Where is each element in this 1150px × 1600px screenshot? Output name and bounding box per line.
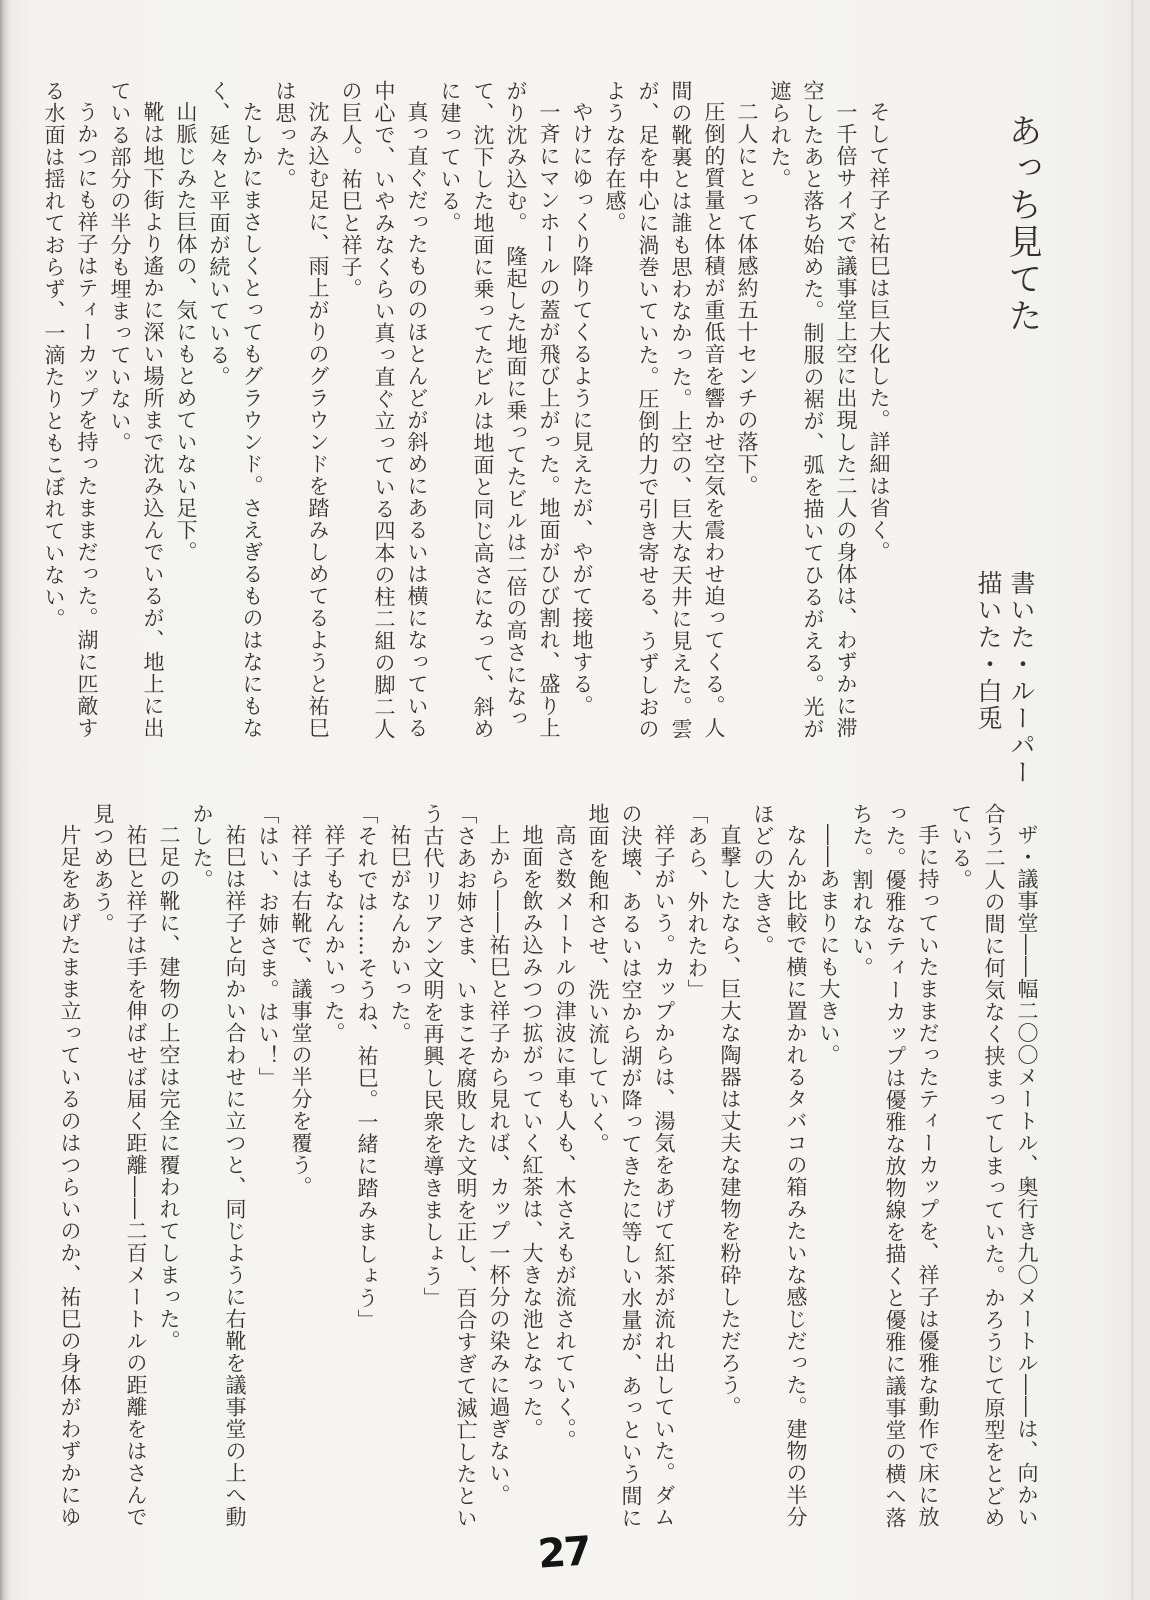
artist-credit: 描いた・白兎 [974, 570, 1003, 732]
paragraph: 祐巳がなんかいった。 [388, 824, 412, 1044]
paragraph: 直撃したなら、巨大な陶器は丈夫な建物を粉砕しただろう。 [718, 824, 742, 1418]
paragraph: 一千倍サイズで議事堂上空に出現した二人の身体は、わずかに滞空したあと落ち始めた。制服の裾が、弧を描いてひるがえる。光が遮られた。 [768, 80, 858, 740]
dialogue-paragraph: 「あら、外れたわ」 [685, 803, 709, 1001]
page-number: 27 [536, 1528, 592, 1578]
paragraph: 祐巳と祥子は手を伸ばせば届く距離――二百メートルの距離をはさんで見つめあう。 [91, 803, 148, 1528]
paragraph: 山脈じみた巨体の、気にもとめていない足下。 [174, 101, 198, 563]
paragraph: 圧倒的質量と体積が重低音を響かせ空気を震わせ迫ってくる。人間の靴裏とは誰も思わなかった。上空の、巨大な天井に見えた。雲が、足を中心に渦巻いていた。圧倒的力で引き寄せる、うずしおのような存在感。 [603, 80, 726, 740]
paragraph: 上から――祐巳と祥子から見れば、カップ一杯分の染みに過ぎない。 [487, 824, 511, 1506]
paragraph: 祥子は右靴で、議事堂の半分を覆う。 [289, 824, 313, 1198]
dialogue-paragraph: 「それでは……そうね、祐巳。一緒に踏みましょう」 [355, 803, 379, 1331]
paragraph: ――あまりにも大きい。 [817, 824, 841, 1066]
dialogue-paragraph: 「はい、お姉さま。はい！」 [256, 803, 280, 1089]
credits-block [972, 570, 1038, 786]
scan-edge-right [1131, 0, 1134, 1600]
story-text-top [42, 80, 895, 748]
paragraph: 沈み込む足に、雨上がりのグラウンドを踏みしめてるようと祐巳は思った。 [273, 80, 330, 739]
paragraph: 高さ数メートルの津波に車も人も、木さえもが流されていく。。 [553, 824, 577, 1452]
writer-credit: 書いた・ルーパー [1007, 570, 1036, 786]
paragraph: 二人にとって体感約五十センチの落下。 [735, 101, 759, 497]
paragraph: 祐巳は祥子と向かい合わせに立つと、同じように右靴を議事堂の上へ動かした。 [190, 803, 247, 1528]
paragraph: 祥子もなんかいった。 [322, 824, 346, 1044]
dialogue-paragraph: 「さあお姉さま、いまこそ腐敗した文明を正し、百合すぎて滅亡したという古代リリアン文明を再興し民衆を導きましょう」 [421, 803, 478, 1529]
page-title: あっち見てた [1002, 113, 1042, 335]
story-text-bottom [55, 803, 1043, 1547]
paragraph: 祥子がいう。カップからは、湯気をあげて紅茶が流れ出していた。ダムの決壊、あるいは空から湖が降ってきたに等しい水量が、あっという間に地面を飽和させ、洗い流していく。 [586, 803, 676, 1529]
paragraph: うかつにも祥子はティーカップを持ったままだった。湖に匹敵する水面は揺れておらず、一滴たりともこぼれていない。 [42, 80, 99, 739]
paragraph: 真っ直ぐだったもののほとんどが斜めにあるいは横になっている中心で、いやみなくらい真っ直ぐ立っている四本の柱二組の脚二人の巨人。祐巳と祥子。 [339, 80, 429, 740]
paragraph: 地面を飲み込みつつ拡がっていく紅茶は、大きな池となった。 [520, 824, 544, 1440]
paragraph: 二足の靴に、建物の上空は完全に覆われてしまった。 [157, 824, 181, 1352]
paragraph: 靴は地下街より遙かに深い場所まで沈み込んでいるが、地上に出ている部分の半分も埋まっていない。 [108, 80, 165, 739]
paragraph: やけにゆっくり降りてくるように見えたが、やがて接地する。 [570, 101, 594, 717]
paragraph: 手に持っていたままだったティーカップを、祥子は優雅な動作で床に放った。優雅なティーカップは優雅な放物線を描くと優雅に議事堂の横へ落ちた。割れない。 [850, 803, 940, 1529]
paragraph: ザ・議事堂――幅二〇〇メートル、奥行き九〇メートル――は、向かい合う二人の間に何気なく挟まってしまっていた。かろうじて原型をとどめている。 [949, 803, 1039, 1529]
paragraph: 一斉にマンホールの蓋が飛び上がった。地面がひび割れ、盛り上がり沈み込む。 隆起した地面に乗ってたビルは二倍の高さになって、沈下した地面に乗ってたビルは地面と同じ高さになって、斜めに建っている。 [438, 80, 561, 740]
paragraph: 片足をあげたまま立っているのはつらいのか、祐巳の身体がわずかにゆ [58, 824, 82, 1528]
paragraph: たしかにまさしくとってもグラウンド。さえぎるものはなにもなく、延々と平面が続いている。 [207, 80, 264, 739]
paragraph: なんか比較で横に置かれるタバコの箱みたいな感じだった。建物の半分ほどの大きさ。 [751, 803, 808, 1528]
paragraph: そして祥子と祐巳は巨大化した。詳細は省く。 [867, 101, 891, 563]
scan-edge-left [0, 0, 10, 1600]
